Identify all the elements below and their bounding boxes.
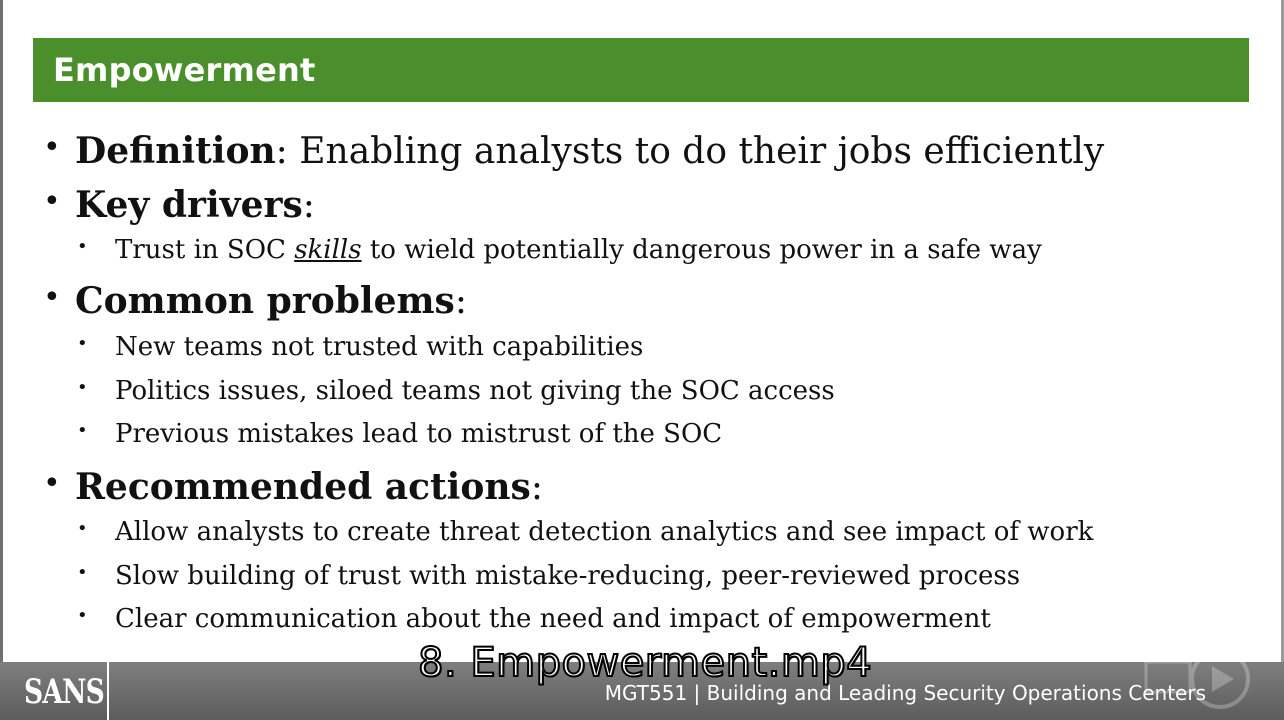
footer-divider xyxy=(107,662,109,720)
bullet-icon: • xyxy=(43,466,61,501)
recommended-actions-item xyxy=(77,561,1021,591)
key-drivers-colon: : xyxy=(302,185,315,226)
common-problems-heading: Common problems xyxy=(75,280,455,322)
recommended-actions-item xyxy=(77,604,991,634)
recommended-actions-item xyxy=(77,517,1094,547)
definition-heading: Definition xyxy=(75,130,276,172)
key-drivers-item-emphasis: skills xyxy=(294,235,362,265)
recommended-actions-colon: : xyxy=(530,467,543,508)
key-drivers-item-post: to wield potentially dangerous power in a safe way xyxy=(361,235,1042,265)
recommended-actions-item-text: Clear communication about the need and impact of empowerment xyxy=(115,604,991,634)
slide-title: Empowerment xyxy=(53,51,316,89)
bullet-icon: • xyxy=(77,605,88,626)
bullet-icon: • xyxy=(77,518,88,539)
bullet-common-problems xyxy=(43,280,467,322)
common-problems-item-text: New teams not trusted with capabilities xyxy=(115,332,644,362)
common-problems-colon: : xyxy=(454,281,467,322)
common-problems-item xyxy=(77,332,644,362)
sans-logo: SANS xyxy=(24,672,105,712)
key-drivers-heading: Key drivers xyxy=(75,184,303,226)
common-problems-item-text: Previous mistakes lead to mistrust of the SOC xyxy=(115,419,723,449)
bullet-icon: • xyxy=(43,130,61,165)
bullet-definition xyxy=(43,130,1105,172)
recommended-actions-heading: Recommended actions xyxy=(75,466,531,508)
key-drivers-item-pre: Trust in SOC xyxy=(115,235,295,265)
bullet-icon: • xyxy=(77,333,88,354)
bullet-key-drivers xyxy=(43,184,315,226)
bullet-icon: • xyxy=(77,562,88,583)
course-title: MGT551 | Building and Leading Security Operations Centers xyxy=(604,681,1206,705)
key-drivers-item xyxy=(77,235,1042,265)
bullet-recommended-actions xyxy=(43,466,543,508)
bullet-icon: • xyxy=(77,236,88,257)
recommended-actions-item-text: Allow analysts to create threat detection analytics and see impact of work xyxy=(115,517,1094,547)
video-filename-overlay: 8. Empowerment.mp4 xyxy=(418,640,873,686)
bullet-icon: • xyxy=(77,377,88,398)
bullet-icon: • xyxy=(77,420,88,441)
recommended-actions-item-text: Slow building of trust with mistake-reducing, peer-reviewed process xyxy=(115,561,1021,591)
common-problems-item xyxy=(77,419,723,449)
bullet-icon: • xyxy=(43,280,61,315)
common-problems-item-text: Politics issues, siloed teams not giving the SOC access xyxy=(115,376,835,406)
bullet-icon: • xyxy=(43,184,61,219)
common-problems-item xyxy=(77,376,835,406)
definition-colon: : xyxy=(275,131,288,172)
definition-text: Enabling analysts to do their jobs efficiently xyxy=(287,131,1105,172)
